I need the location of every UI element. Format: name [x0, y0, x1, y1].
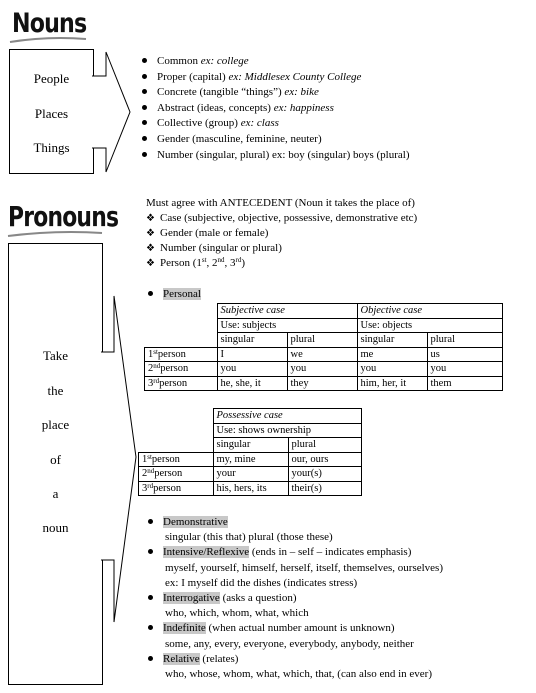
pronoun-type-demonstrative: Demonstrative: [148, 515, 443, 530]
bullet-icon: [142, 105, 147, 110]
bullet-icon: [142, 120, 147, 125]
bullet-icon: [142, 58, 147, 63]
pronoun-types-list: [148, 515, 443, 682]
bullet-icon: [142, 89, 147, 94]
pronoun-type-example: some, any, every, everyone, everybody, anybody, neither: [165, 637, 414, 650]
pronouns-title-underline-swoosh: [6, 229, 106, 239]
nouns-box-item: People: [33, 71, 70, 86]
pronouns-title: Pronouns: [8, 200, 119, 233]
nouns-bullet: Number (singular, plural) ex: boy (singular) boys (plural): [142, 148, 410, 164]
possessive-case-label: Possessive case: [216, 410, 283, 421]
pronoun-type-example: myself, yourself, himself, herself, itself, themselves, ourselves): [165, 561, 443, 574]
diamond-bullet-icon: ❖: [146, 213, 155, 224]
pronoun-type-relative: Relative (relates): [148, 652, 443, 667]
pronouns-box-item: of: [50, 452, 61, 467]
nouns-bullet: Gender (masculine, feminine, neuter): [142, 132, 410, 148]
table-row: 2ndperson you you you you: [145, 362, 503, 377]
bullet-icon: [142, 136, 147, 141]
nouns-title: Nouns: [12, 8, 87, 39]
column-header: singular: [357, 333, 427, 348]
pronoun-type-example: ex: I myself did the dishes (indicates stress): [165, 576, 358, 589]
nouns-bullet-list: [142, 54, 410, 163]
personal-heading: [148, 287, 201, 303]
personal-label: Personal: [163, 288, 201, 300]
agree-item: ❖ Person (1st, 2nd, 3rd): [146, 256, 246, 269]
objective-case-label: Objective case: [360, 305, 423, 316]
table-row: 2ndperson your your(s): [139, 467, 362, 482]
bullet-icon: [148, 519, 153, 524]
pronoun-type-example: who, whose, whom, what, which, that, (can also end in ever): [165, 668, 432, 681]
bullet-icon: [148, 291, 153, 296]
subjective-case-label: Subjective case: [220, 305, 285, 316]
pronouns-box-item: noun: [42, 520, 69, 535]
column-header: plural: [287, 333, 357, 348]
table-row: 1stperson my, mine our, ours: [139, 452, 362, 467]
diamond-bullet-icon: ❖: [146, 258, 155, 269]
objective-use: Use: objects: [357, 318, 502, 333]
table-row: 3rdperson his, hers, its their(s): [139, 481, 362, 496]
pronouns-box-item: a: [52, 486, 59, 501]
nouns-title-underline-swoosh: [8, 35, 88, 45]
pronoun-type-interrogative: Interrogative (asks a question): [148, 591, 443, 606]
nouns-arrow: [92, 48, 132, 176]
nouns-bullet: Common ex: college: [142, 54, 410, 70]
diamond-bullet-icon: ❖: [146, 228, 155, 239]
pronouns-arrow: [101, 292, 139, 632]
diamond-bullet-icon: ❖: [146, 243, 155, 254]
column-header: plural: [427, 333, 502, 348]
possessive-use: Use: shows ownership: [213, 423, 361, 438]
nouns-bullet: Collective (group) ex: class: [142, 116, 410, 132]
pronoun-type-indefinite: Indefinite (when actual number amount is unknown): [148, 621, 443, 636]
pronouns-box-item: place: [41, 417, 70, 432]
bullet-icon: [148, 656, 153, 661]
nouns-bullet: Proper (capital) ex: Middlesex County College: [142, 70, 410, 86]
table-row: 1stperson I we me us: [145, 347, 503, 362]
nouns-bullet: Concrete (tangible “things”) ex: bike: [142, 85, 410, 101]
nouns-box-item: Things: [33, 140, 70, 155]
agree-item: ❖ Number (singular or plural): [146, 242, 282, 254]
pronoun-type-example: who, which, whom, what, which: [165, 607, 309, 620]
agree-block: [146, 196, 417, 271]
agree-item: ❖ Gender (male or female): [146, 227, 269, 239]
bullet-icon: [142, 74, 147, 79]
bullet-icon: [148, 595, 153, 600]
agree-item: ❖ Case (subjective, objective, possessive, demonstrative etc): [146, 212, 418, 224]
pronouns-box-item: Take: [42, 348, 69, 363]
agree-line: Must agree with ANTECEDENT (Noun it takes the place of): [146, 197, 415, 209]
nouns-bullet: Abstract (ideas, concepts) ex: happiness: [142, 101, 410, 117]
column-header: singular: [217, 333, 287, 348]
pronoun-type-intensive: Intensive/Reflexive (ends in – self – indicates emphasis): [148, 545, 443, 560]
personal-pronoun-table: [144, 303, 503, 391]
subjective-use: Use: subjects: [217, 318, 357, 333]
bullet-icon: [148, 625, 153, 630]
table-row: 3rdperson he, she, it they him, her, it them: [145, 376, 503, 391]
column-header: plural: [288, 438, 361, 453]
column-header: singular: [213, 438, 288, 453]
bullet-icon: [148, 549, 153, 554]
pronouns-box-item: the: [47, 383, 64, 398]
bullet-icon: [142, 152, 147, 157]
possessive-pronoun-table: [138, 408, 362, 496]
nouns-box-item: Places: [34, 106, 69, 121]
pronoun-type-example: singular (this that) plural (those these): [165, 531, 333, 544]
